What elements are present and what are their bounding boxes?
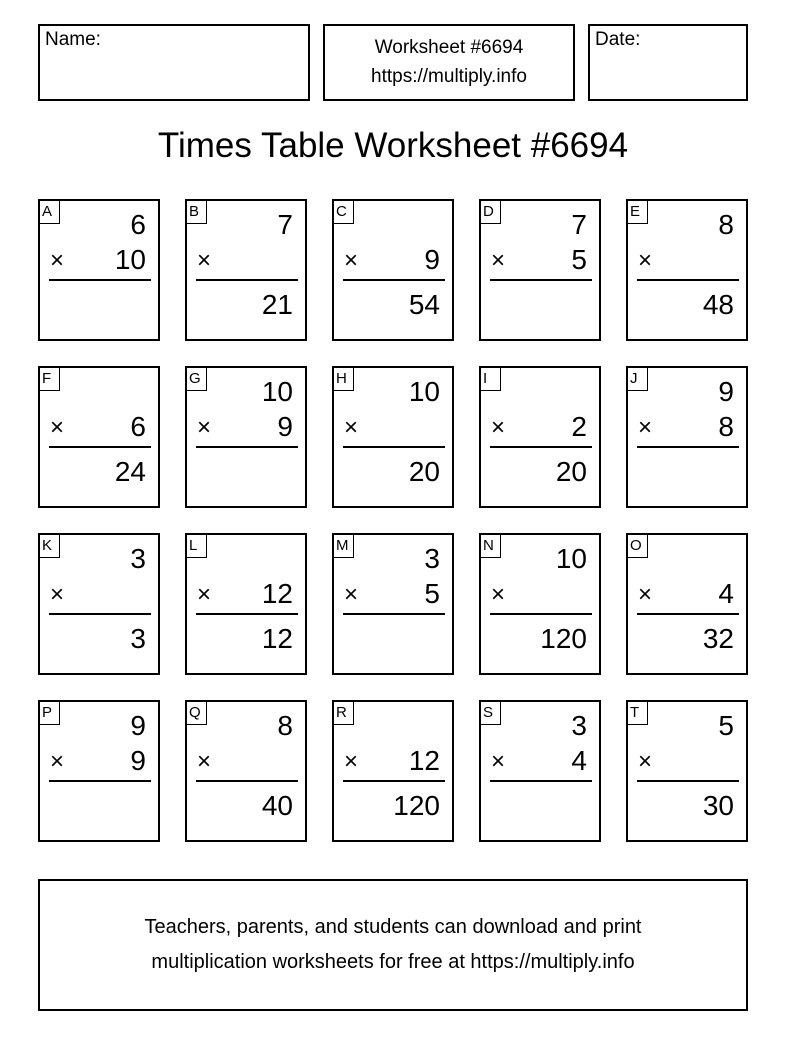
multiplier[interactable]: 4 <box>718 578 734 609</box>
times-sign: × <box>197 581 212 608</box>
multiplicand[interactable]: 7 <box>571 209 587 240</box>
problem-card <box>479 366 601 508</box>
problem-label: Q <box>187 702 207 725</box>
product[interactable]: 30 <box>702 790 734 821</box>
problem-label: T <box>628 702 648 725</box>
date-label: Date: <box>595 29 641 50</box>
product[interactable]: 20 <box>555 456 587 487</box>
footer-box <box>38 879 748 1011</box>
times-sign: × <box>50 414 65 441</box>
answer-line <box>637 446 739 448</box>
problem-card <box>626 366 748 508</box>
answer-line <box>637 279 739 281</box>
problem-card <box>332 366 454 508</box>
problem-label: F <box>40 368 60 391</box>
answer-line <box>49 446 151 448</box>
product[interactable]: 24 <box>114 456 146 487</box>
problem-card <box>185 700 307 842</box>
times-sign: × <box>491 247 506 274</box>
multiplicand[interactable]: 5 <box>718 710 734 741</box>
problem-label: O <box>628 535 648 558</box>
multiplier[interactable]: 9 <box>424 244 440 275</box>
footer-line-1: Teachers, parents, and students can download and print <box>144 916 642 938</box>
problem-card <box>38 366 160 508</box>
multiplier[interactable]: 6 <box>130 411 146 442</box>
times-sign: × <box>491 748 506 775</box>
answer-line <box>343 446 445 448</box>
multiplicand[interactable]: 8 <box>277 710 293 741</box>
problem-card <box>626 199 748 341</box>
website-url: https://multiply.info <box>371 66 527 87</box>
multiplicand[interactable]: 6 <box>130 209 146 240</box>
times-sign: × <box>491 414 506 441</box>
multiplicand[interactable]: 7 <box>277 209 293 240</box>
multiplier[interactable]: 12 <box>261 578 293 609</box>
problem-card <box>332 199 454 341</box>
answer-line <box>343 279 445 281</box>
times-sign: × <box>638 414 653 441</box>
times-sign: × <box>344 748 359 775</box>
problem-card <box>185 199 307 341</box>
multiplicand[interactable]: 9 <box>718 376 734 407</box>
product[interactable]: 3 <box>130 623 146 654</box>
product[interactable]: 120 <box>393 790 440 821</box>
problem-label: M <box>334 535 354 558</box>
name-label: Name: <box>45 29 101 50</box>
answer-line <box>637 780 739 782</box>
problem-card <box>479 700 601 842</box>
problem-card <box>185 366 307 508</box>
times-sign: × <box>197 748 212 775</box>
multiplier[interactable]: 12 <box>408 745 440 776</box>
worksheet-info-box <box>323 24 575 101</box>
problem-label: K <box>40 535 60 558</box>
times-sign: × <box>344 247 359 274</box>
times-sign: × <box>50 581 65 608</box>
times-sign: × <box>638 581 653 608</box>
problem-label: L <box>187 535 207 558</box>
answer-line <box>196 279 298 281</box>
answer-line <box>49 780 151 782</box>
problem-card <box>185 533 307 675</box>
answer-line <box>49 279 151 281</box>
problem-card <box>332 533 454 675</box>
multiplier[interactable]: 9 <box>277 411 293 442</box>
product[interactable]: 54 <box>408 289 440 320</box>
multiplicand[interactable]: 10 <box>261 376 293 407</box>
problem-label: C <box>334 201 354 224</box>
name-field-box[interactable] <box>38 24 310 101</box>
times-sign: × <box>50 748 65 775</box>
problem-label: B <box>187 201 207 224</box>
product[interactable]: 21 <box>261 289 293 320</box>
times-sign: × <box>50 247 65 274</box>
problem-card <box>626 533 748 675</box>
times-sign: × <box>638 748 653 775</box>
multiplier[interactable]: 5 <box>571 244 587 275</box>
worksheet-number: Worksheet #6694 <box>374 37 524 58</box>
problem-card <box>332 700 454 842</box>
problem-label: S <box>481 702 501 725</box>
times-sign: × <box>197 414 212 441</box>
multiplicand[interactable]: 3 <box>571 710 587 741</box>
answer-line <box>343 780 445 782</box>
product[interactable]: 12 <box>261 623 293 654</box>
multiplier[interactable]: 9 <box>130 745 146 776</box>
answer-line <box>49 613 151 615</box>
problem-card <box>38 700 160 842</box>
problem-label: P <box>40 702 60 725</box>
problem-label: J <box>628 368 648 391</box>
problem-label: N <box>481 535 501 558</box>
product[interactable]: 48 <box>702 289 734 320</box>
answer-line <box>490 279 592 281</box>
date-field-box[interactable] <box>588 24 748 101</box>
answer-line <box>490 613 592 615</box>
answer-line <box>490 446 592 448</box>
problem-card <box>479 199 601 341</box>
problem-card <box>479 533 601 675</box>
product[interactable]: 120 <box>540 623 587 654</box>
answer-line <box>196 446 298 448</box>
multiplier[interactable]: 8 <box>718 411 734 442</box>
times-sign: × <box>491 581 506 608</box>
multiplicand[interactable]: 8 <box>718 209 734 240</box>
times-sign: × <box>638 247 653 274</box>
multiplier[interactable]: 5 <box>424 578 440 609</box>
product[interactable]: 32 <box>702 623 734 654</box>
problem-label: E <box>628 201 648 224</box>
problem-card <box>38 533 160 675</box>
multiplier[interactable]: 10 <box>114 244 146 275</box>
problem-label: I <box>481 368 501 391</box>
multiplier[interactable]: 4 <box>571 745 587 776</box>
multiplicand[interactable]: 3 <box>424 543 440 574</box>
multiplicand[interactable]: 3 <box>130 543 146 574</box>
problem-label: A <box>40 201 60 224</box>
times-sign: × <box>197 247 212 274</box>
problem-card <box>626 700 748 842</box>
problem-label: H <box>334 368 354 391</box>
answer-line <box>196 780 298 782</box>
product[interactable]: 20 <box>408 456 440 487</box>
problem-label: G <box>187 368 207 391</box>
multiplicand[interactable]: 10 <box>408 376 440 407</box>
product[interactable]: 40 <box>261 790 293 821</box>
answer-line <box>490 780 592 782</box>
multiplicand[interactable]: 9 <box>130 710 146 741</box>
answer-line <box>343 613 445 615</box>
multiplier[interactable]: 2 <box>571 411 587 442</box>
problem-label: R <box>334 702 354 725</box>
page-title: Times Table Worksheet #6694 <box>157 126 629 165</box>
footer-line-2: multiplication worksheets for free at https://multiply.info <box>151 951 635 973</box>
times-sign: × <box>344 414 359 441</box>
problem-card <box>38 199 160 341</box>
multiplicand[interactable]: 10 <box>555 543 587 574</box>
answer-line <box>637 613 739 615</box>
answer-line <box>196 613 298 615</box>
problem-label: D <box>481 201 501 224</box>
times-sign: × <box>344 581 359 608</box>
